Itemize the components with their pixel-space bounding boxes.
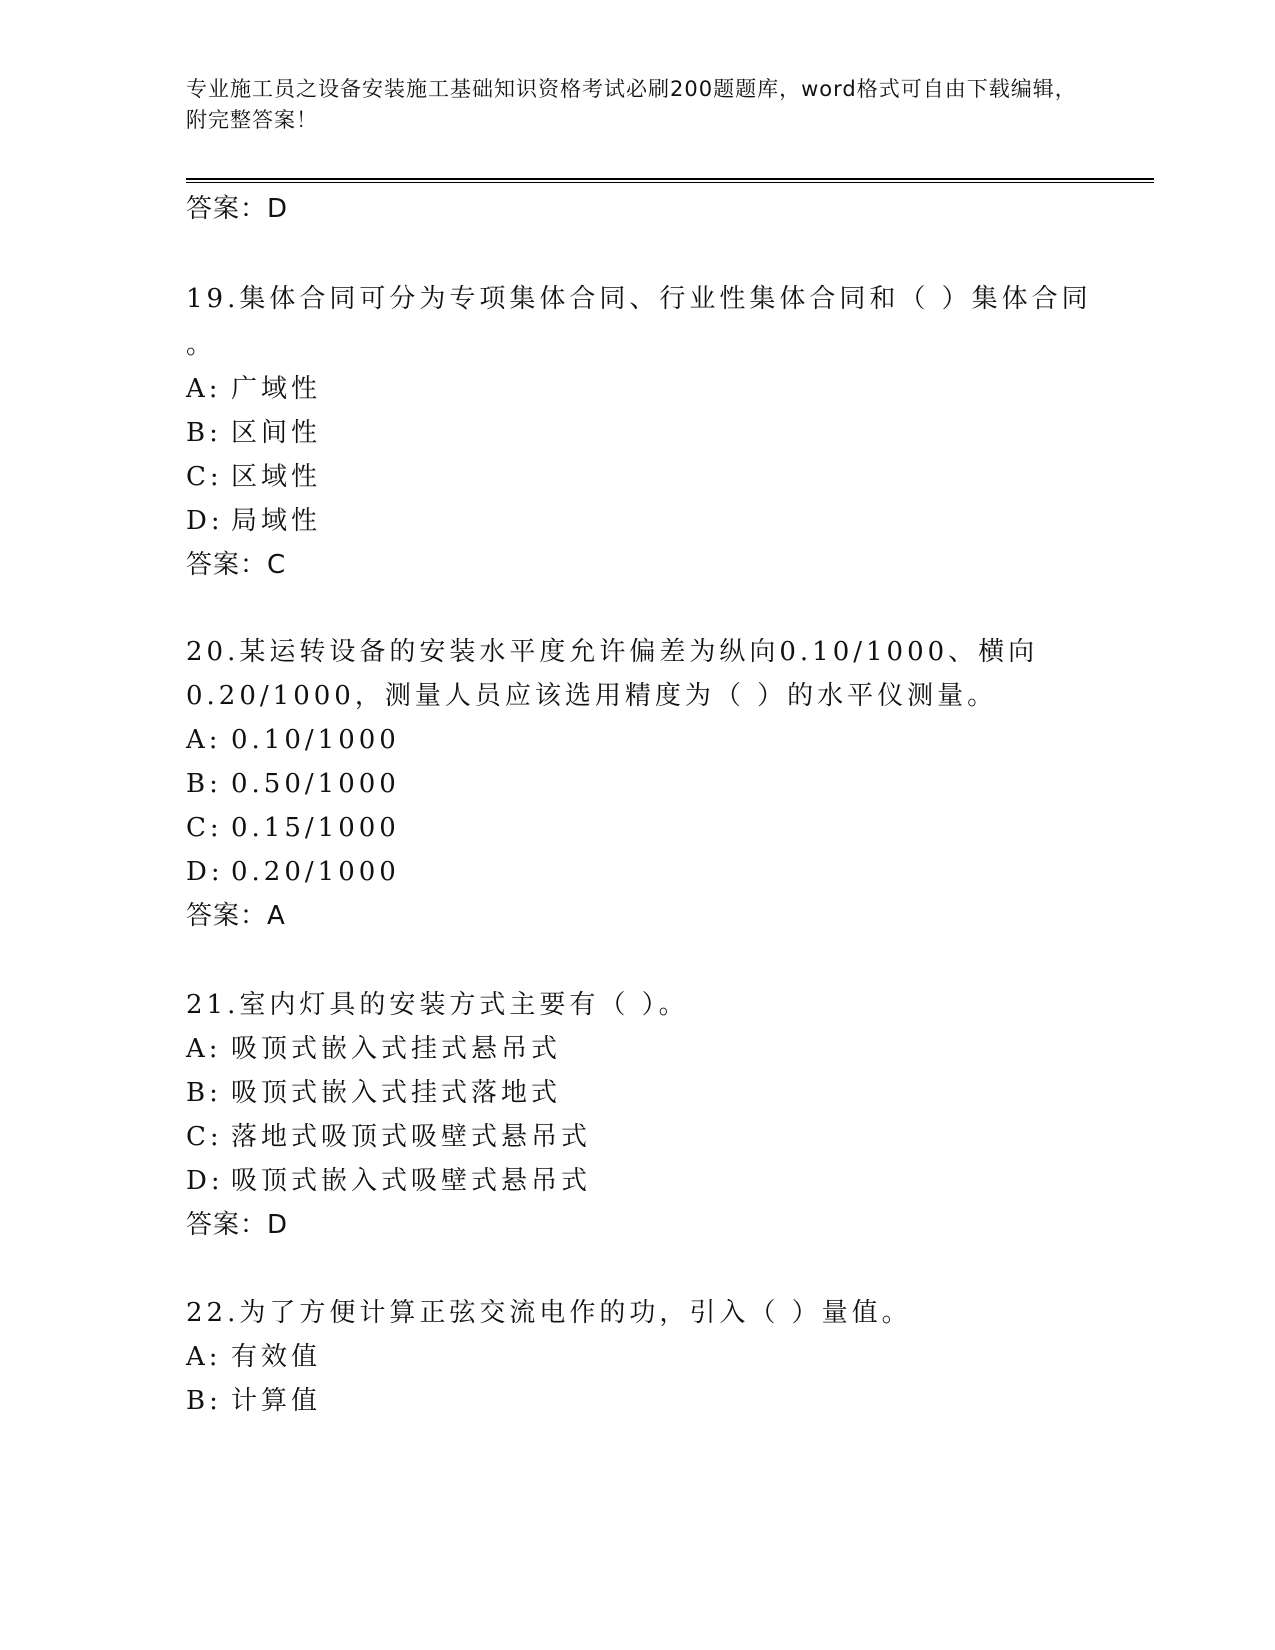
option-key: B: bbox=[186, 1078, 222, 1108]
header-rule bbox=[186, 178, 1154, 183]
question-20-option-a bbox=[186, 724, 400, 756]
option-text: 局域性 bbox=[231, 506, 322, 536]
option-text: 0.15/1000 bbox=[231, 813, 400, 843]
option-key: A: bbox=[186, 725, 222, 755]
option-text: 0.50/1000 bbox=[231, 769, 400, 799]
option-key: A: bbox=[186, 1342, 222, 1372]
option-key: D: bbox=[186, 506, 224, 536]
option-text: 吸顶式嵌入式吸壁式悬吊式 bbox=[231, 1166, 592, 1196]
option-key: C: bbox=[186, 1122, 223, 1152]
question-20-option-c bbox=[186, 812, 400, 844]
previous-answer: 答案：D bbox=[186, 194, 289, 224]
option-text: 有效值 bbox=[231, 1342, 322, 1372]
option-text: 0.10/1000 bbox=[231, 725, 400, 755]
option-text: 区间性 bbox=[231, 418, 322, 448]
option-key: B: bbox=[186, 418, 222, 448]
question-19-option-c bbox=[186, 461, 321, 493]
question-22-text: 22.为了方便计算正弦交流电作的功，引入（ ）量值。 bbox=[186, 1298, 912, 1328]
question-21-option-b bbox=[186, 1077, 561, 1109]
page-header: 专业施工员之设备安装施工基础知识资格考试必刷200题题库，word格式可自由下载编辑，附完整答案！ bbox=[186, 77, 1077, 132]
option-text: 区域性 bbox=[231, 462, 322, 492]
question-20-text-cont: 0.20/1000，测量人员应该选用精度为（ ）的水平仪测量。 bbox=[186, 681, 998, 711]
option-text: 吸顶式嵌入式挂式悬吊式 bbox=[231, 1034, 562, 1064]
question-19-option-b bbox=[186, 417, 321, 449]
option-text: 吸顶式嵌入式挂式落地式 bbox=[231, 1078, 562, 1108]
question-21-option-c bbox=[186, 1121, 591, 1153]
question-21-option-d bbox=[186, 1165, 591, 1197]
option-text: 0.20/1000 bbox=[231, 857, 400, 887]
question-19-option-d bbox=[186, 505, 321, 537]
question-20-option-b bbox=[186, 768, 400, 800]
option-text: 落地式吸顶式吸壁式悬吊式 bbox=[231, 1122, 592, 1152]
question-22-option-b bbox=[186, 1385, 321, 1417]
question-20-text: 20.某运转设备的安装水平度允许偏差为纵向0.10/1000、横向 bbox=[186, 637, 1039, 667]
option-key: A: bbox=[186, 374, 222, 404]
option-key: B: bbox=[186, 1386, 222, 1416]
option-key: B: bbox=[186, 769, 222, 799]
question-21-option-a bbox=[186, 1033, 561, 1065]
question-21-answer: 答案：D bbox=[186, 1210, 289, 1240]
question-19-text-cont: 。 bbox=[186, 330, 217, 360]
question-19-text: 19.集体合同可分为专项集体合同、行业性集体合同和（ ）集体合同 bbox=[186, 284, 1092, 314]
question-20-answer: 答案：A bbox=[186, 901, 286, 931]
option-key: D: bbox=[186, 857, 224, 887]
question-20-option-d bbox=[186, 856, 400, 888]
option-text: 计算值 bbox=[231, 1386, 322, 1416]
option-text: 广域性 bbox=[231, 374, 322, 404]
question-19-answer: 答案：C bbox=[186, 550, 287, 580]
question-19-option-a bbox=[186, 373, 321, 405]
option-key: A: bbox=[186, 1034, 222, 1064]
question-22-option-a bbox=[186, 1341, 321, 1373]
question-21-text: 21.室内灯具的安装方式主要有（ ）。 bbox=[186, 990, 689, 1020]
option-key: D: bbox=[186, 1166, 224, 1196]
option-key: C: bbox=[186, 813, 223, 843]
option-key: C: bbox=[186, 462, 223, 492]
